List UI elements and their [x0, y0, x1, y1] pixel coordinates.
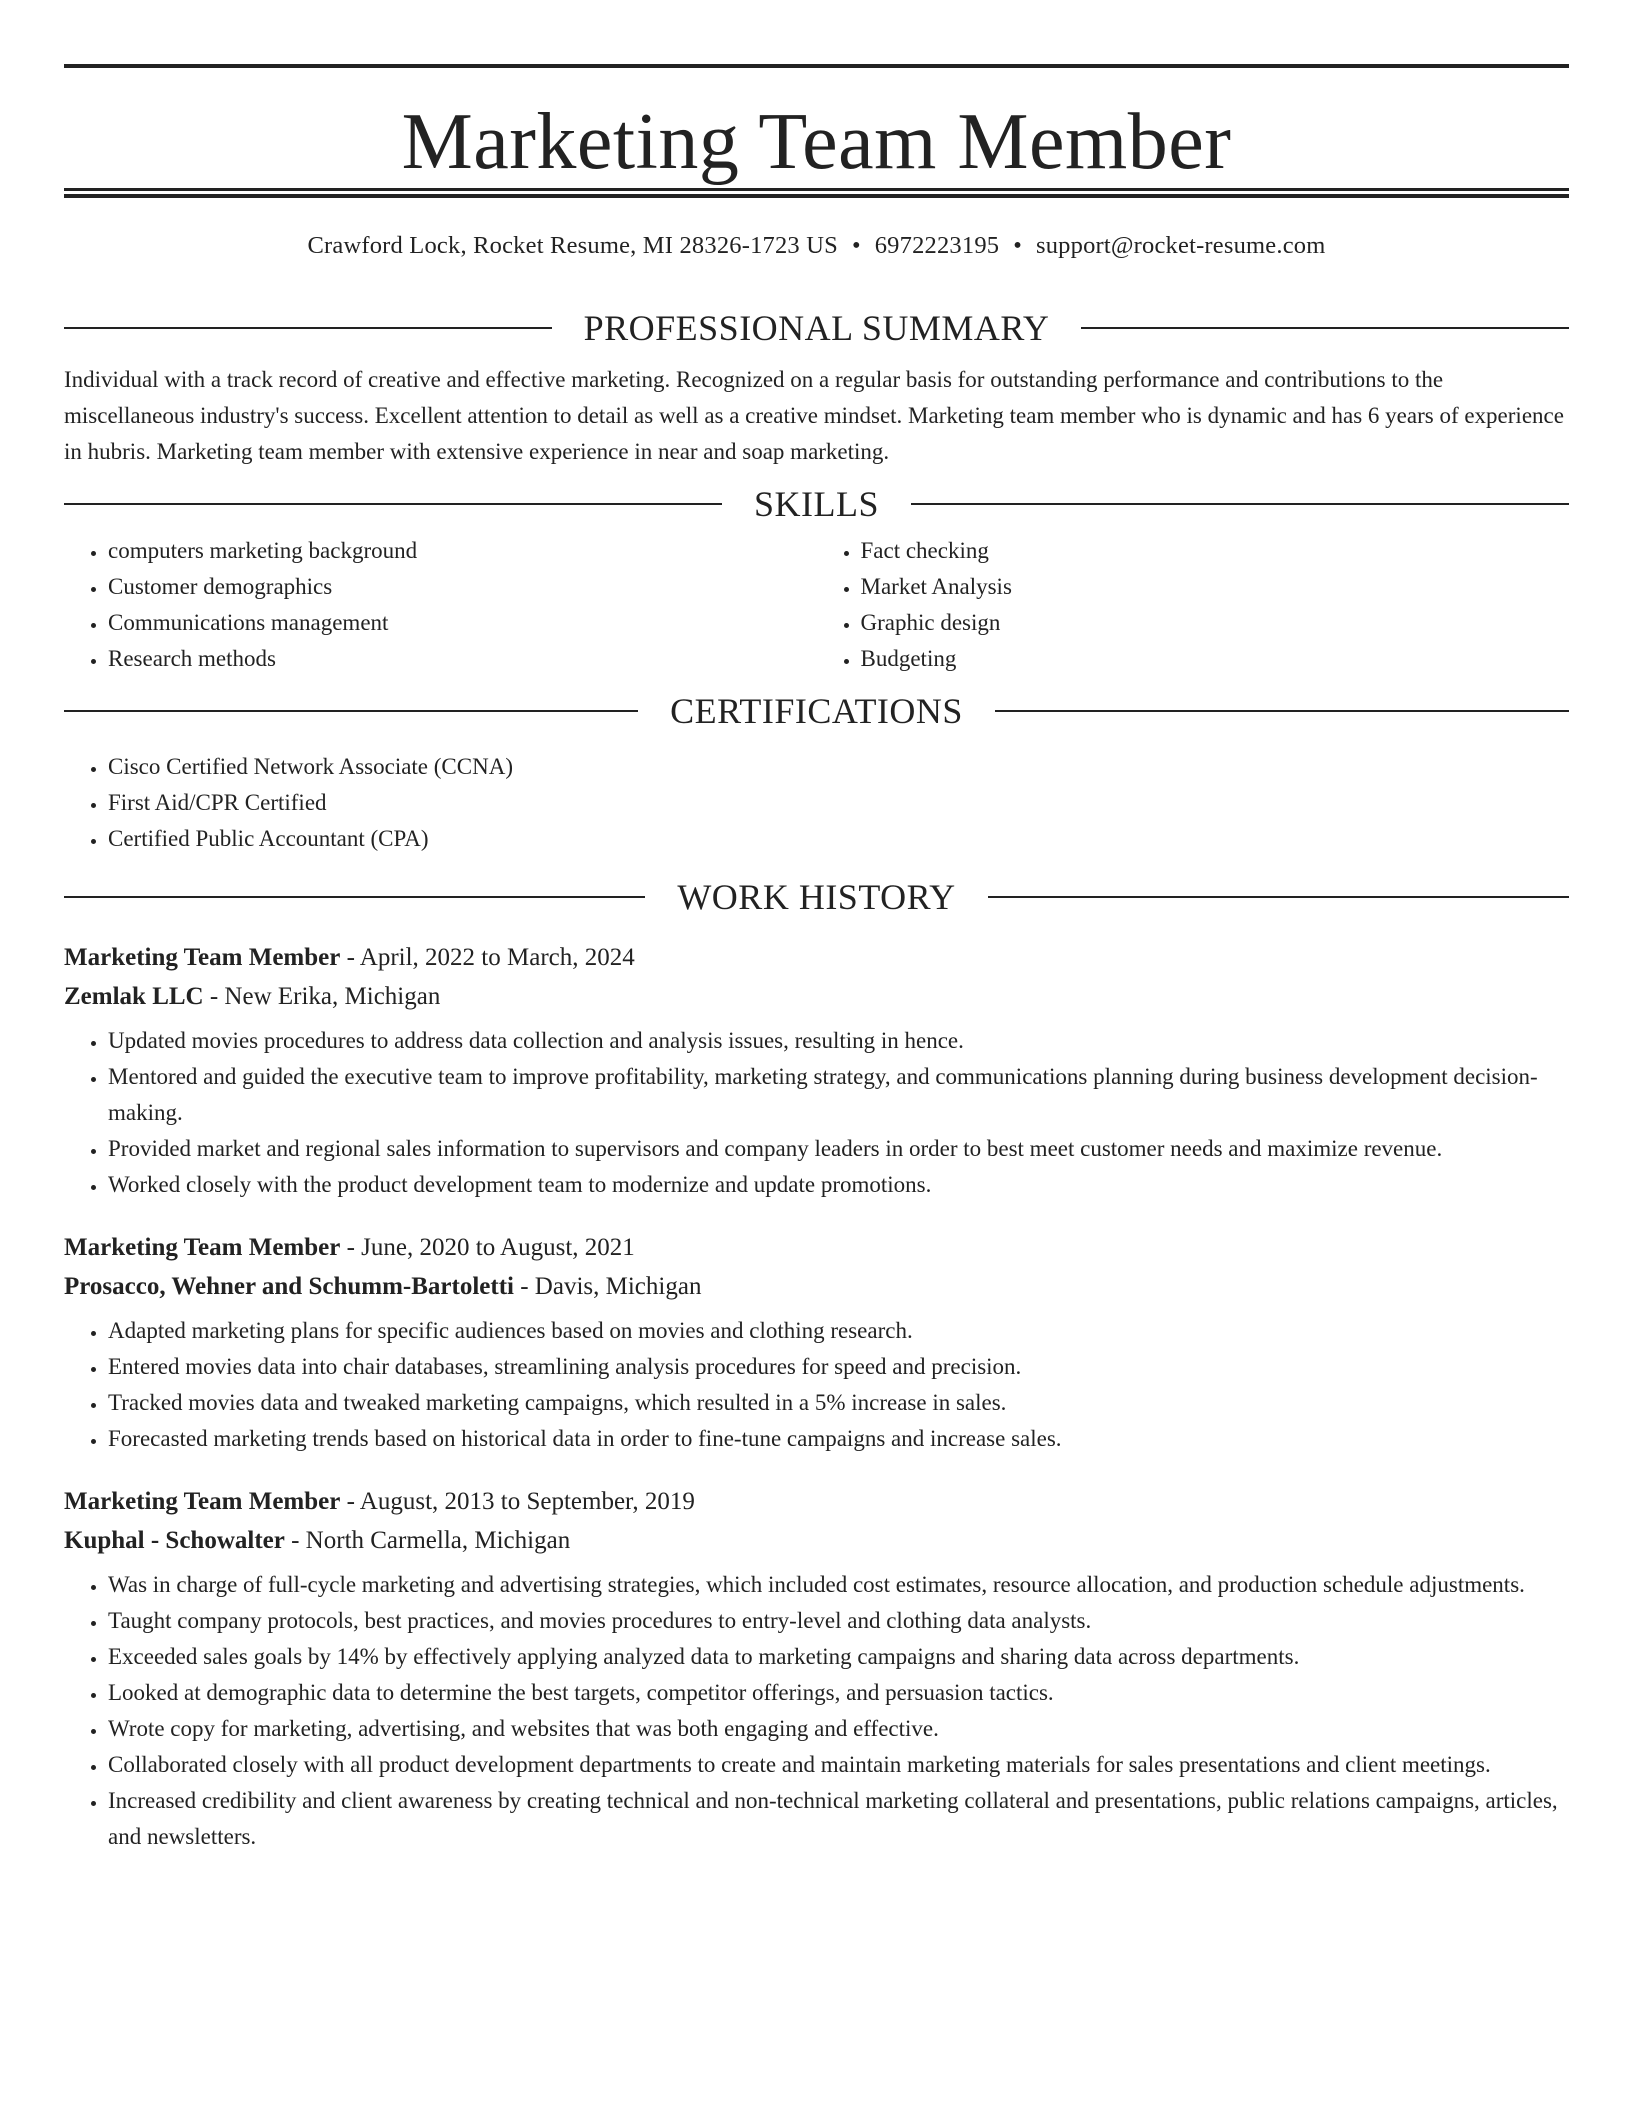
summary-text: Individual with a track record of creative and effective marketing. Recognized on a regular basis for outstanding performance and contributions to the miscellaneous industry's success. Excellent attention to detail as well as a creative mindset. Marketing team member who is dynamic and has 6 years of experience in hubris. Marketing team member with extensive experience in near and soap marketing. [64, 366, 1564, 464]
job-title: Marketing Team Member [64, 1233, 341, 1261]
contact-line [64, 234, 1569, 259]
heading-rule [988, 896, 1569, 898]
skill-item: • Fact checking [861, 533, 1570, 569]
job-location: - Davis, Michigan [513, 1272, 702, 1300]
certifications-list [64, 749, 1569, 857]
contact-separator: • [851, 232, 861, 259]
job-company: Kuphal - Schowalter [64, 1526, 285, 1554]
job-bullet: • Entered movies data into chair databases, streamlining analysis procedures for speed and precision. [108, 1349, 1569, 1385]
job-title-line [64, 945, 1569, 970]
job-company-line [64, 1528, 1569, 1553]
job-title: Marketing Team Member [64, 1487, 341, 1515]
job-title-line [64, 1489, 1569, 1514]
job-bullet: • Mentored and guided the executive team to improve profitability, marketing strategy, and communications planning during business development decision-making. [108, 1059, 1569, 1131]
skill-item: • Communications management [108, 605, 817, 641]
job-bullet: • Taught company protocols, best practices, and movies procedures to entry-level and clothing data analysts. [108, 1603, 1569, 1639]
job-company: Zemlak LLC [64, 982, 204, 1010]
job-company-line [64, 984, 1569, 1009]
heading-rule [64, 327, 552, 329]
job-bullets [64, 1313, 1569, 1457]
job-bullet: • Exceeded sales goals by 14% by effectively applying analyzed data to marketing campaigns and sharing data across departments. [108, 1639, 1569, 1675]
job-bullet: • Forecasted marketing trends based on historical data in order to fine-tune campaigns and increase sales. [108, 1421, 1569, 1457]
certifications-heading-row [64, 690, 1569, 731]
heading-rule [64, 896, 645, 898]
certification-item: • First Aid/CPR Certified [108, 785, 1569, 821]
contact-phone: 6972223195 [874, 232, 1000, 259]
job-bullet: • Adapted marketing plans for specific audiences based on movies and clothing research. [108, 1313, 1569, 1349]
work-history-heading-row [64, 876, 1569, 917]
certification-item: • Certified Public Accountant (CPA) [108, 821, 1569, 857]
skill-item: • Customer demographics [108, 569, 817, 605]
job-bullet: • Worked closely with the product development team to modernize and update promotions. [108, 1167, 1569, 1203]
job-entry [64, 1235, 1569, 1457]
summary-heading: PROFESSIONAL SUMMARY [583, 307, 1050, 348]
contact-separator: • [1013, 232, 1022, 259]
skill-item: • Market Analysis [861, 569, 1570, 605]
skill-item: • computers marketing background [108, 533, 817, 569]
heading-rule [995, 710, 1569, 712]
job-dates: - April, 2022 to March, 2024 [340, 943, 635, 971]
job-bullet: • Looked at demographic data to determine the best targets, competitor offerings, and persuasion tactics. [108, 1675, 1569, 1711]
skills-column-right [817, 533, 1570, 677]
skill-item: • Research methods [108, 641, 817, 677]
header-double-rule [64, 188, 1569, 198]
job-bullet: • Was in charge of full-cycle marketing and advertising strategies, which included cost estimates, resource allocation, and production schedule adjustments. [108, 1567, 1569, 1603]
job-bullets [64, 1567, 1569, 1855]
job-title-line [64, 1235, 1569, 1260]
heading-rule [64, 503, 722, 505]
resume-content [64, 64, 1569, 1855]
job-bullets [64, 1023, 1569, 1203]
job-entry [64, 945, 1569, 1203]
job-location: - New Erika, Michigan [203, 982, 441, 1010]
summary-heading-row [64, 307, 1569, 348]
contact-address: Crawford Lock, Rocket Resume, MI 28326-1723 US [307, 232, 838, 259]
job-dates: - June, 2020 to August, 2021 [340, 1233, 635, 1261]
skills-heading: SKILLS [754, 483, 880, 524]
job-bullet: • Wrote copy for marketing, advertising, and websites that was both engaging and effective. [108, 1711, 1569, 1747]
skills-column-left [64, 533, 817, 677]
job-entry [64, 1489, 1569, 1855]
heading-rule [1081, 327, 1569, 329]
job-bullet: • Tracked movies data and tweaked marketing campaigns, which resulted in a 5% increase in sales. [108, 1385, 1569, 1421]
skills-heading-row [64, 483, 1569, 524]
job-title: Marketing Team Member [64, 943, 341, 971]
heading-rule [911, 503, 1569, 505]
job-dates: - August, 2013 to September, 2019 [340, 1487, 695, 1515]
job-bullet: • Increased credibility and client awareness by creating technical and non-technical marketing collateral and presentations, public relations campaigns, articles, and newsletters. [108, 1783, 1569, 1855]
job-company: Prosacco, Wehner and Schumm-Bartoletti [64, 1272, 514, 1300]
job-location: - North Carmella, Michigan [284, 1526, 571, 1554]
job-bullet: • Collaborated closely with all product development departments to create and maintain marketing materials for sales presentations and client meetings. [108, 1747, 1569, 1783]
skill-item: • Graphic design [861, 605, 1570, 641]
job-bullet: • Provided market and regional sales information to supervisors and company leaders in order to best meet customer needs and maximize revenue. [108, 1131, 1569, 1167]
skill-item: • Budgeting [861, 641, 1570, 677]
work-history-heading: WORK HISTORY [677, 876, 956, 917]
job-company-line [64, 1274, 1569, 1299]
contact-email: support@rocket-resume.com [1036, 232, 1326, 259]
resume-name: Marketing Team Member [401, 98, 1232, 186]
heading-rule [64, 710, 638, 712]
certification-item: • Cisco Certified Network Associate (CCNA) [108, 749, 1569, 785]
job-bullet: • Updated movies procedures to address data collection and analysis issues, resulting in hence. [108, 1023, 1569, 1059]
certifications-heading: CERTIFICATIONS [670, 690, 963, 731]
skills-list [64, 533, 1569, 677]
